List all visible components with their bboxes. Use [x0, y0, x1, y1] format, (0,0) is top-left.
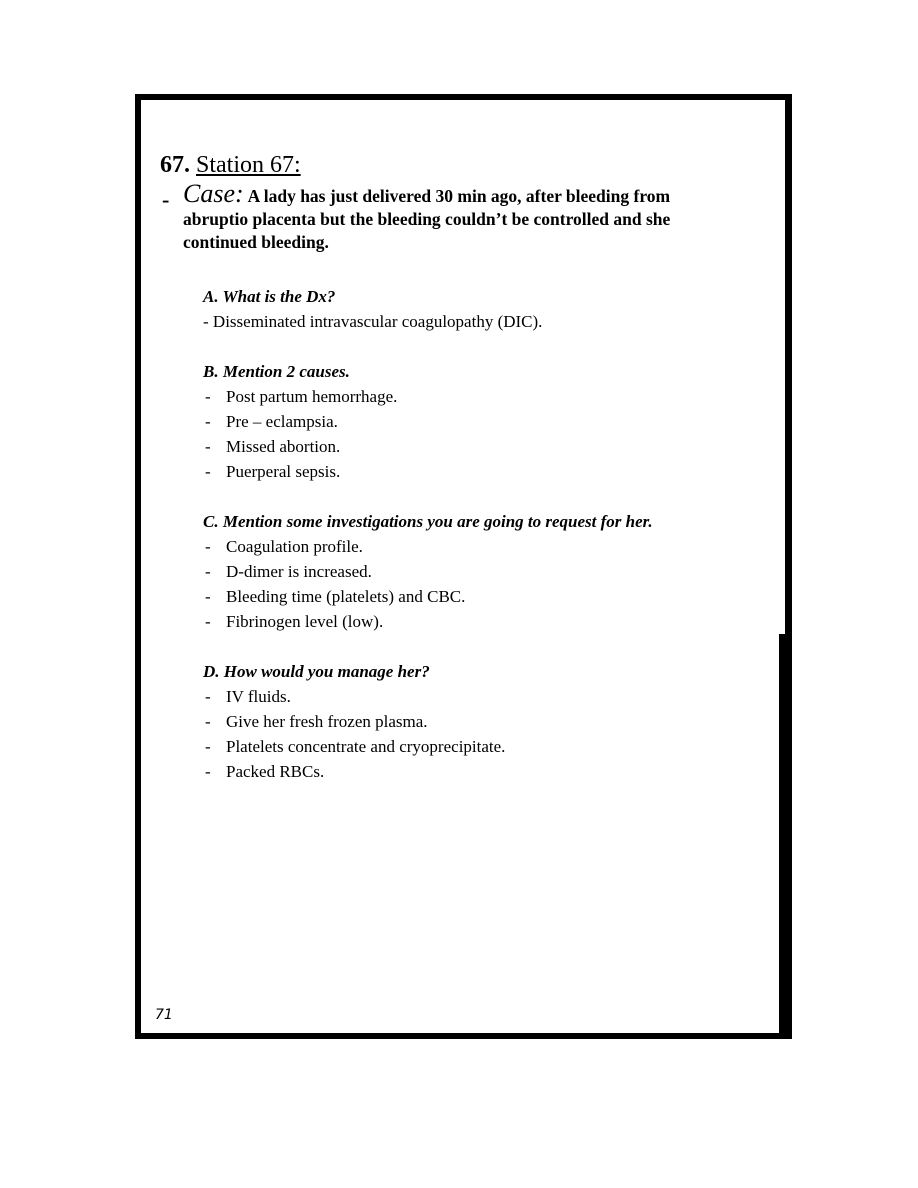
- list-item: - Post partum hemorrhage.: [205, 387, 398, 406]
- section-c: [203, 509, 743, 634]
- case-description: [162, 179, 722, 254]
- station-heading: [160, 150, 301, 180]
- list-item: - Give her fresh frozen plasma.: [205, 712, 428, 731]
- list-item: - Pre – eclampsia.: [205, 412, 338, 431]
- list-item: - Puerperal sepsis.: [205, 462, 341, 481]
- station-title: Station 67:: [196, 152, 301, 178]
- station-number: 67.: [160, 152, 190, 178]
- question-c: C. Mention some investigations you are going to request for her.: [203, 512, 653, 531]
- page-border-offset: [779, 634, 787, 1039]
- section-a: [203, 284, 743, 334]
- list-item: - Platelets concentrate and cryoprecipitate.: [205, 737, 506, 756]
- question-d: D. How would you manage her?: [203, 662, 430, 681]
- list-item: - IV fluids.: [205, 687, 291, 706]
- case-dash: -: [162, 187, 170, 212]
- case-text-block: [183, 179, 722, 254]
- list-item: - Bleeding time (platelets) and CBC.: [205, 587, 466, 606]
- list-item: - Fibrinogen level (low).: [205, 612, 384, 631]
- list-item: - Coagulation profile.: [205, 537, 363, 556]
- case-label: Case:: [183, 179, 244, 208]
- question-a: A. What is the Dx?: [203, 287, 336, 306]
- list-item: - Missed abortion.: [205, 437, 341, 456]
- section-d: [203, 659, 743, 784]
- section-b: [203, 359, 743, 484]
- case-text: A lady has just delivered 30 min ago, after bleeding from abruptio placenta but the bleeding couldn’t be controlled and she continued bleeding.: [183, 186, 671, 252]
- page-number: 71: [155, 1007, 173, 1023]
- list-item: - D-dimer is increased.: [205, 562, 372, 581]
- answer-a: - Disseminated intravascular coagulopathy (DIC).: [203, 312, 543, 331]
- question-b: B. Mention 2 causes.: [203, 362, 350, 381]
- list-item: - Packed RBCs.: [205, 762, 325, 781]
